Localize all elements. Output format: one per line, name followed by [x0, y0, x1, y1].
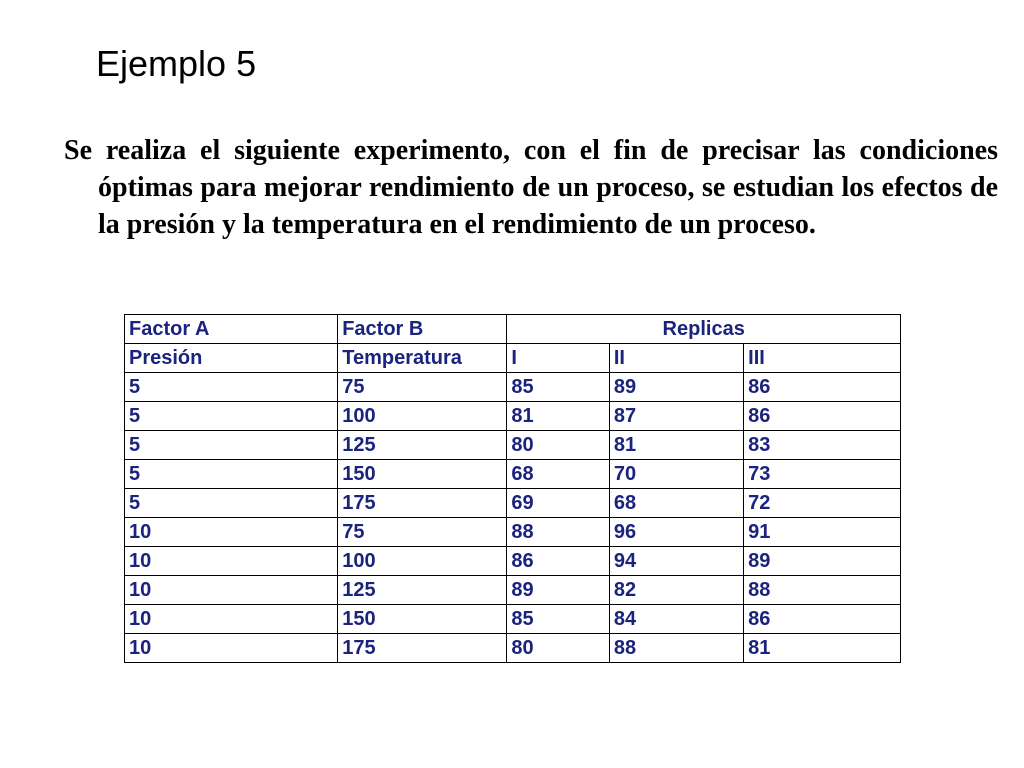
cell-temperatura: 175: [338, 634, 507, 663]
header-temperatura: Temperatura: [338, 344, 507, 373]
table-row: [125, 489, 901, 518]
cell-replica-3: 73: [744, 460, 901, 489]
table-subheader-row: [125, 344, 901, 373]
cell-replica-2: 81: [609, 431, 743, 460]
cell-temperatura: 150: [338, 460, 507, 489]
header-replica-1: I: [507, 344, 610, 373]
table-row: [125, 605, 901, 634]
cell-replica-2: 87: [609, 402, 743, 431]
cell-temperatura: 125: [338, 576, 507, 605]
table-row: [125, 576, 901, 605]
cell-replica-3: 88: [744, 576, 901, 605]
cell-replica-2: 96: [609, 518, 743, 547]
table-header-row: [125, 315, 901, 344]
cell-presion: 10: [125, 576, 338, 605]
cell-replica-3: 86: [744, 373, 901, 402]
cell-temperatura: 100: [338, 547, 507, 576]
table-row: [125, 547, 901, 576]
cell-replica-2: 84: [609, 605, 743, 634]
cell-replica-2: 68: [609, 489, 743, 518]
cell-presion: 5: [125, 402, 338, 431]
cell-replica-1: 88: [507, 518, 610, 547]
header-factor-b: Factor B: [338, 315, 507, 344]
table-row: [125, 402, 901, 431]
table-row: [125, 634, 901, 663]
cell-presion: 10: [125, 547, 338, 576]
cell-temperatura: 175: [338, 489, 507, 518]
cell-replica-3: 81: [744, 634, 901, 663]
table-row: [125, 518, 901, 547]
cell-replica-1: 85: [507, 605, 610, 634]
cell-replica-1: 69: [507, 489, 610, 518]
table-row: [125, 431, 901, 460]
cell-replica-1: 68: [507, 460, 610, 489]
cell-replica-1: 81: [507, 402, 610, 431]
cell-replica-3: 91: [744, 518, 901, 547]
cell-replica-3: 89: [744, 547, 901, 576]
header-replica-3: III: [744, 344, 901, 373]
cell-presion: 5: [125, 431, 338, 460]
cell-replica-1: 80: [507, 634, 610, 663]
cell-temperatura: 100: [338, 402, 507, 431]
cell-presion: 10: [125, 518, 338, 547]
cell-replica-1: 86: [507, 547, 610, 576]
cell-presion: 5: [125, 489, 338, 518]
header-presion: Presión: [125, 344, 338, 373]
cell-presion: 10: [125, 605, 338, 634]
table-row: [125, 460, 901, 489]
cell-replica-1: 80: [507, 431, 610, 460]
cell-presion: 5: [125, 460, 338, 489]
cell-replica-2: 88: [609, 634, 743, 663]
cell-replica-1: 89: [507, 576, 610, 605]
header-replicas: Replicas: [507, 315, 901, 344]
cell-replica-1: 85: [507, 373, 610, 402]
cell-temperatura: 125: [338, 431, 507, 460]
header-replica-2: II: [609, 344, 743, 373]
cell-replica-3: 72: [744, 489, 901, 518]
table-row: [125, 373, 901, 402]
description-paragraph: Se realiza el siguiente experimento, con el fin de precisar las condiciones óptimas para mejorar rendimiento de un proceso, se estudian los efectos de la presión y la temperatura en el rendimiento de un proceso.: [64, 135, 998, 240]
header-factor-a: Factor A: [125, 315, 338, 344]
cell-replica-3: 83: [744, 431, 901, 460]
cell-replica-2: 94: [609, 547, 743, 576]
slide-title: Ejemplo 5: [96, 43, 257, 84]
cell-replica-3: 86: [744, 402, 901, 431]
cell-replica-3: 86: [744, 605, 901, 634]
cell-replica-2: 82: [609, 576, 743, 605]
experiment-table: [124, 314, 901, 663]
cell-temperatura: 75: [338, 518, 507, 547]
cell-replica-2: 70: [609, 460, 743, 489]
cell-replica-2: 89: [609, 373, 743, 402]
cell-presion: 5: [125, 373, 338, 402]
cell-presion: 10: [125, 634, 338, 663]
cell-temperatura: 150: [338, 605, 507, 634]
cell-temperatura: 75: [338, 373, 507, 402]
